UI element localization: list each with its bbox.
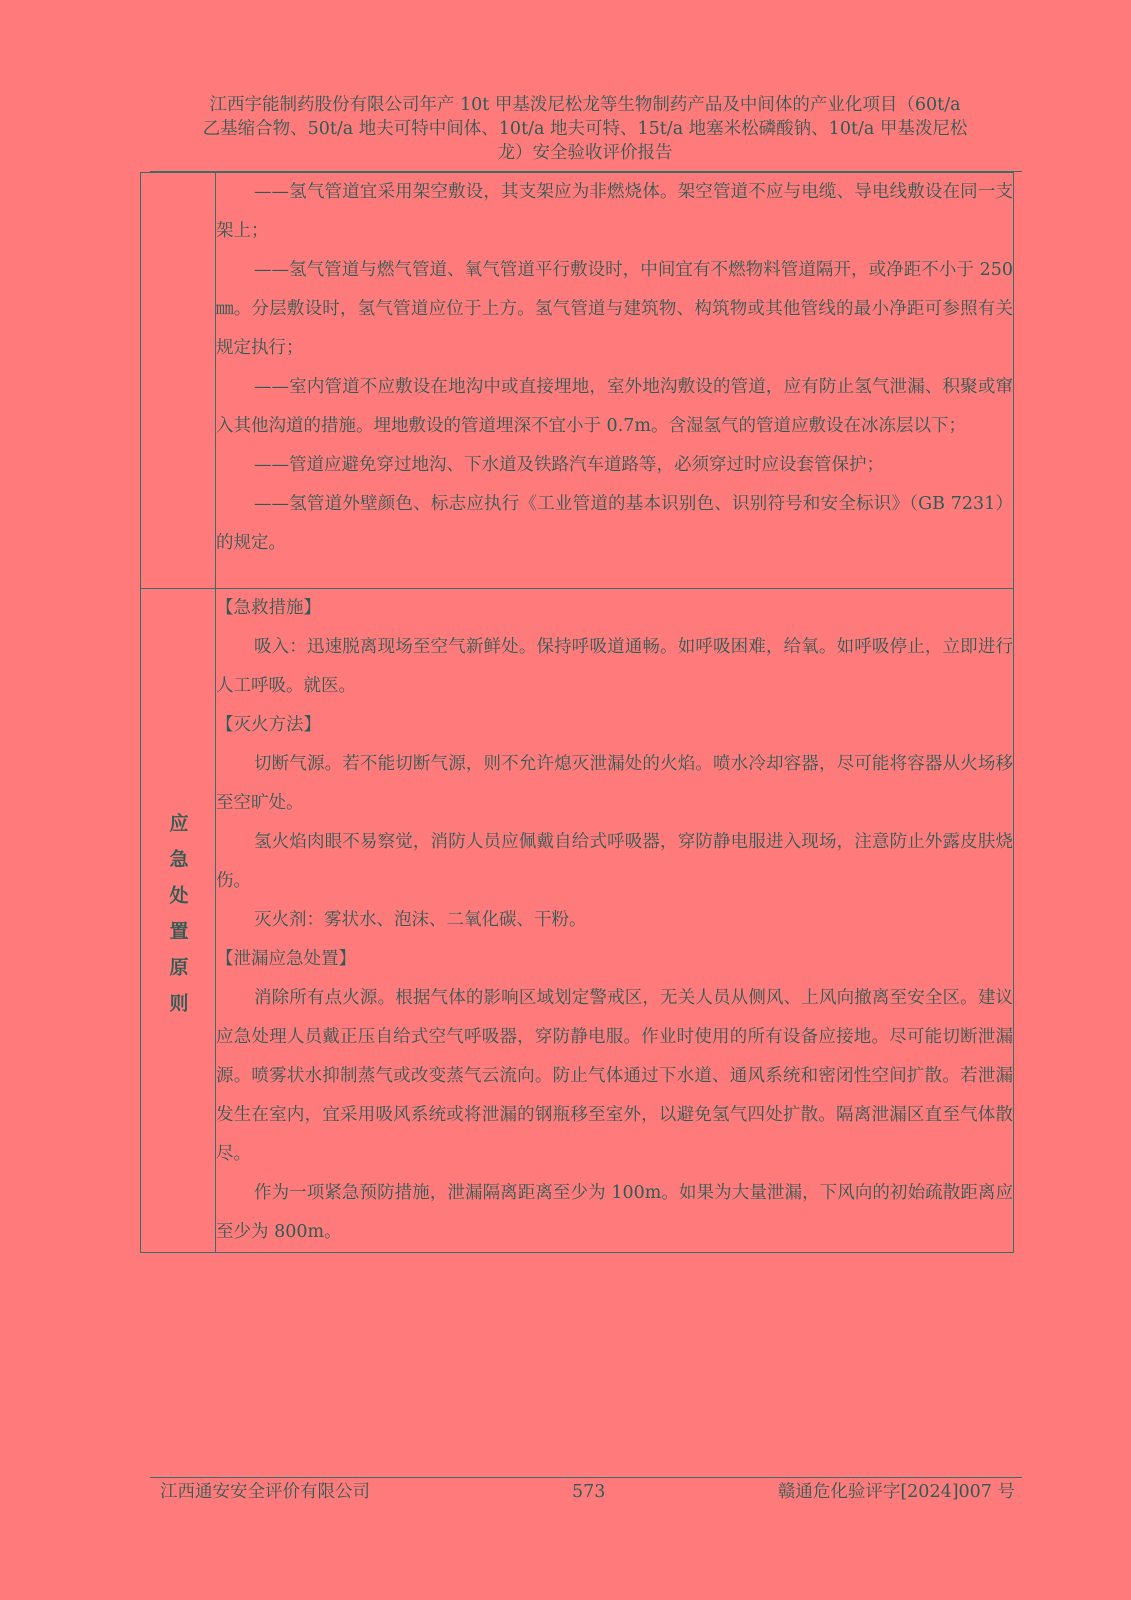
header-line-1: 江西宇能制药股份有限公司年产 10t 甲基泼尼松龙等生物制药产品及中间体的产业化项目（60t/a [209, 95, 961, 115]
pipeline-paragraph-3: ——室内管道不应敷设在地沟中或直接埋地，室外地沟敷设的管道，应有防止氢气泄漏、积聚或窜入其他沟道的措施。埋地敷设的管道埋深不宜小于 0.7m。含湿氢气的管道应敷设在冰冻层以下； [216, 377, 1013, 436]
first-aid-paragraph-1: 吸入：迅速脱离现场至空气新鲜处。保持呼吸道通畅。如呼吸困难，给氧。如呼吸停止，立即进行人工呼吸。就医。 [216, 637, 1013, 696]
hazard-info-table [140, 172, 1014, 1253]
emergency-label: 应急处置原则 [166, 812, 189, 1029]
header-line-2: 乙基缩合物、50t/a 地夫可特中间体、10t/a 地夫可特、15t/a 地塞米松磷酸钠、10t/a 甲基泼尼松 [202, 119, 968, 139]
firefighting-paragraph-2: 氢火焰肉眼不易察觉，消防人员应佩戴自给式呼吸器，穿防静电服进入现场，注意防止外露皮肤烧伤。 [216, 832, 1013, 891]
page-header [150, 93, 1020, 165]
pipeline-paragraph-2: ——氢气管道与燃气管道、氧气管道平行敷设时，中间宜有不燃物料管道隔开，或净距不小于 250㎜。分层敷设时，氢气管道应位于上方。氢气管道与建筑物、构筑物或其他管线的最小净距可参照有关规定执行； [216, 260, 1013, 358]
table-row-emergency [141, 589, 1014, 1253]
row-content-cell [216, 173, 1014, 589]
emergency-content-cell [216, 589, 1014, 1253]
firefighting-paragraph-1: 切断气源。若不能切断气源，则不允许熄灭泄漏处的火焰。喷水冷却容器，尽可能将容器从火场移至空旷处。 [216, 754, 1013, 813]
page-number: 573 [572, 1482, 606, 1502]
emergency-label-cell [141, 589, 216, 1253]
pipeline-paragraph-5: ——氢管道外壁颜色、标志应执行《工业管道的基本识别色、识别符号和安全标识》（GB 7231）的规定。 [216, 494, 1013, 553]
pipeline-paragraph-4: ——管道应避免穿过地沟、下水道及铁路汽车道路等，必须穿过时应设套管保护； [254, 455, 884, 475]
leak-response-heading: 【泄漏应急处置】 [216, 949, 356, 969]
pipeline-paragraph-1: ——氢气管道宜采用架空敷设，其支架应为非燃烧体。架空管道不应与电缆、导电线敷设在同一支架上； [216, 182, 1013, 241]
footer-company: 江西通安安全评价有限公司 [160, 1482, 370, 1502]
leak-response-paragraph-1: 消除所有点火源。根据气体的影响区域划定警戒区，无关人员从侧风、上风向撤离至安全区。建议应急处理人员戴正压自给式空气呼吸器，穿防静电服。作业时使用的所有设备应接地。尽可能切断泄漏源。喷雾状水抑制蒸气或改变蒸气云流向。防止气体通过下水道、通风系统和密闭性空间扩散。若泄漏发生在室内，宜采用吸风系统或将泄漏的钢瓶移至室外，以避免氢气四处扩散。隔离泄漏区直至气体散尽。 [216, 988, 1013, 1164]
header-line-3: 龙）安全验收评价报告 [497, 143, 673, 163]
leak-response-paragraph-2: 作为一项紧急预防措施，泄漏隔离距离至少为 100m。如果为大量泄漏，下风向的初始疏散距离应至少为 800m。 [216, 1183, 1013, 1242]
firefighting-paragraph-3: 灭火剂：雾状水、泡沫、二氧化碳、干粉。 [254, 910, 587, 930]
row-label-cell [141, 173, 216, 589]
table-row-pipeline [141, 173, 1014, 589]
footer-doc-number: 赣通危化验评字[2024]007 号 [777, 1482, 1015, 1502]
first-aid-heading: 【急救措施】 [216, 598, 321, 618]
footer-divider [150, 1477, 1022, 1478]
firefighting-heading: 【灭火方法】 [216, 715, 321, 735]
